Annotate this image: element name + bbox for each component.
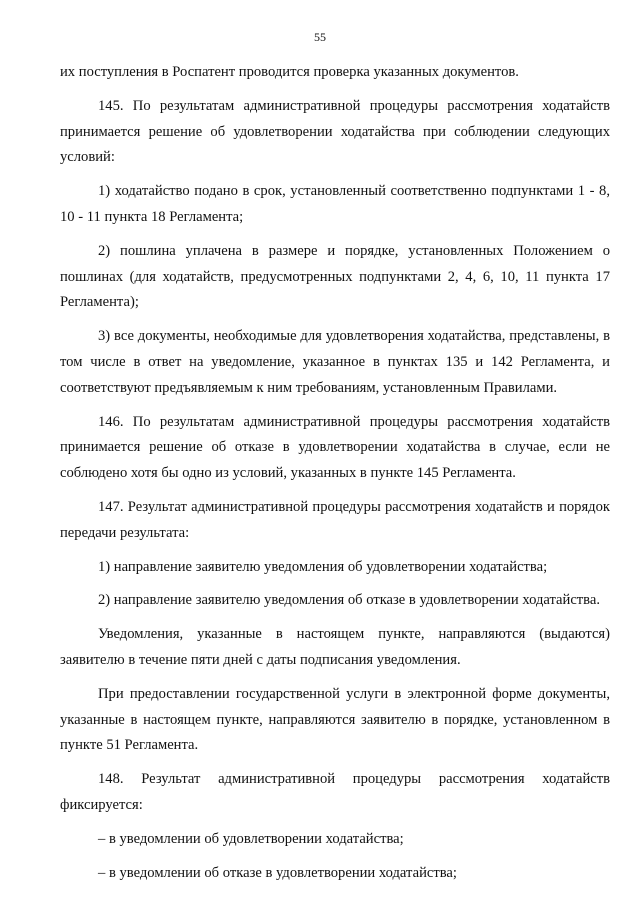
- paragraph-147-item-2: 2) направление заявителю уведомления об отказе в удовлетворении ходатайства.: [98, 592, 601, 609]
- paragraph-145: 145. По результатам административной процедуры рассмотрения ходатайств принимается решение об удовлетворении ходатайства при соблюдении следующих условий:: [60, 97, 610, 166]
- paragraph-148: 148. Результат административной процедуры рассмотрения ходатайств фиксируется:: [60, 771, 610, 813]
- paragraph-147: 147. Результат административной процедуры рассмотрения ходатайств и порядок передачи результата:: [60, 498, 610, 541]
- paragraph-145-item-2: 2) пошлина уплачена в размере и порядке, установленных Положением о пошлинах (для ходатайств, предусмотренных подпунктами 2, 4, 6, 10, 11 пункта 17 Регламента);: [60, 242, 610, 311]
- paragraph-continuation: их поступления в Роспатент проводится проверка указанных документов.: [60, 64, 519, 80]
- paragraph-147-notifications: Уведомления, указанные в настоящем пункте, направляются (выдаются) заявителю в течение пяти дней с даты подписания уведомления.: [60, 626, 610, 668]
- paragraph-145-item-3: 3) все документы, необходимые для удовлетворения ходатайства, представлены, в том числе в ответ на уведомление, указанное в пунктах 135 и 142 Регламента, и соответствуют предъявляемым к ним требованиям, установленным Правилами.: [60, 328, 610, 396]
- body-text: [60, 60, 610, 894]
- paragraph-147-item-1: 1) направление заявителю уведомления об удовлетворении ходатайства;: [98, 558, 548, 575]
- paragraph-148-item-2: – в уведомлении об отказе в удовлетворении ходатайства;: [98, 864, 457, 881]
- paragraph-147-electronic: При предоставлении государственной услуги в электронной форме документы, указанные в настоящем пункте, направляются заявителю в порядке, установленном в пункте 51 Регламента.: [60, 685, 610, 754]
- paragraph-148-item-1: – в уведомлении об удовлетворении ходатайства;: [98, 830, 404, 847]
- paragraph-145-item-1: 1) ходатайство подано в срок, установленный соответственно подпунктами 1 - 8, 10 - 11 пункта 18 Регламента;: [60, 183, 610, 225]
- paragraph-146: 146. По результатам административной процедуры рассмотрения ходатайств принимается решение об отказе в удовлетворении ходатайства в случае, если не соблюдено хотя бы одно из условий, указанных в пункте 145 Регламента.: [60, 413, 610, 482]
- page-number: 55: [314, 30, 326, 44]
